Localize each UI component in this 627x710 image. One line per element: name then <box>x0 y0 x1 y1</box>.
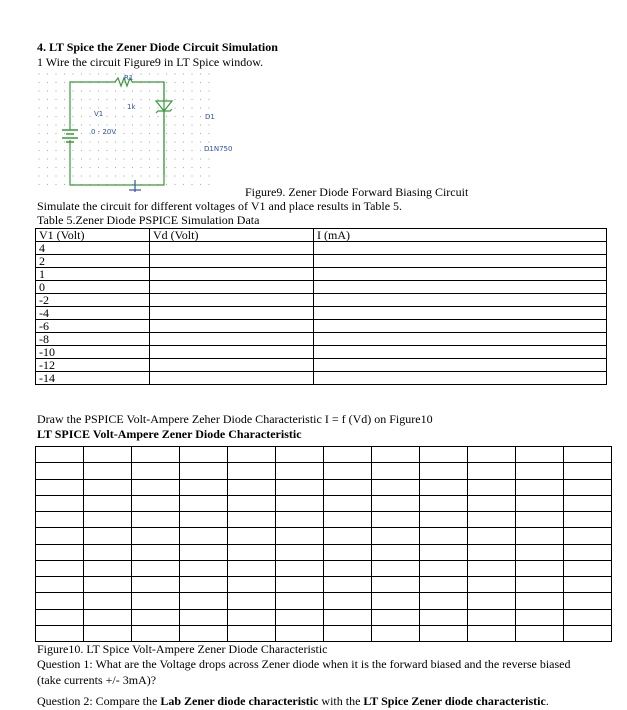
vd-cell[interactable] <box>150 255 314 268</box>
grid-cell <box>468 495 516 511</box>
grid-row <box>36 577 612 593</box>
grid-cell <box>228 512 276 528</box>
grid-cell <box>36 479 84 495</box>
v1-cell: -8 <box>36 333 150 346</box>
table-row <box>36 333 607 346</box>
grid-cell <box>228 560 276 576</box>
grid-cell <box>372 625 420 641</box>
vd-cell[interactable] <box>150 307 314 320</box>
grid-cell <box>36 593 84 609</box>
grid-cell <box>180 447 228 463</box>
grid-cell <box>564 625 612 641</box>
grid-cell <box>36 544 84 560</box>
grid-cell <box>276 479 324 495</box>
table-row <box>36 320 607 333</box>
table-header-row <box>36 229 607 242</box>
d1-label: D1 <box>205 113 215 121</box>
v1-cell: 0 <box>36 281 150 294</box>
grid-cell <box>372 609 420 625</box>
grid-row <box>36 495 612 511</box>
grid-cell <box>228 577 276 593</box>
grid-cell <box>180 528 228 544</box>
characteristic-graph-grid <box>35 446 612 642</box>
grid-cell <box>420 544 468 560</box>
grid-title: LT SPICE Volt-Ampere Zener Diode Characteristic <box>37 427 302 441</box>
grid-cell <box>324 577 372 593</box>
grid-cell <box>84 479 132 495</box>
grid-cell <box>132 512 180 528</box>
grid-cell <box>372 479 420 495</box>
grid-cell <box>180 495 228 511</box>
grid-cell <box>276 463 324 479</box>
vd-cell[interactable] <box>150 333 314 346</box>
grid-cell <box>84 528 132 544</box>
grid-cell <box>324 463 372 479</box>
grid-cell <box>132 577 180 593</box>
grid-cell <box>516 512 564 528</box>
grid-cell <box>468 560 516 576</box>
v1-cell: 2 <box>36 255 150 268</box>
current-cell[interactable] <box>314 307 607 320</box>
grid-cell <box>324 447 372 463</box>
grid-cell <box>468 593 516 609</box>
grid-cell <box>276 609 324 625</box>
header-vd: Vd (Volt) <box>150 229 314 242</box>
r1-label: R1 <box>124 74 134 82</box>
grid-cell <box>276 512 324 528</box>
grid-cell <box>228 593 276 609</box>
grid-row <box>36 560 612 576</box>
vd-cell[interactable] <box>150 294 314 307</box>
grid-cell <box>36 512 84 528</box>
grid-cell <box>372 528 420 544</box>
grid-row <box>36 593 612 609</box>
grid-cell <box>468 625 516 641</box>
current-cell[interactable] <box>314 242 607 255</box>
grid-cell <box>468 463 516 479</box>
grid-cell <box>516 544 564 560</box>
grid-cell <box>372 560 420 576</box>
current-cell[interactable] <box>314 281 607 294</box>
current-cell[interactable] <box>314 372 607 385</box>
grid-row <box>36 625 612 641</box>
vd-cell[interactable] <box>150 320 314 333</box>
v1-cell: -6 <box>36 320 150 333</box>
grid-row <box>36 447 612 463</box>
v1-cell: -10 <box>36 346 150 359</box>
grid-cell <box>324 593 372 609</box>
grid-cell <box>132 479 180 495</box>
grid-cell <box>564 528 612 544</box>
simulation-data-table <box>35 228 607 385</box>
grid-cell <box>276 544 324 560</box>
grid-cell <box>36 577 84 593</box>
v1-cell: -12 <box>36 359 150 372</box>
grid-cell <box>516 625 564 641</box>
grid-cell <box>420 447 468 463</box>
grid-cell <box>420 560 468 576</box>
header-i: I (mA) <box>314 229 607 242</box>
grid-cell <box>564 560 612 576</box>
grid-cell <box>564 593 612 609</box>
question-1-line-1: Question 1: What are the Voltage drops across Zener diode when it is the forward biased and the reverse biased <box>37 657 571 671</box>
grid-cell <box>324 528 372 544</box>
grid-cell <box>516 495 564 511</box>
grid-row <box>36 544 612 560</box>
grid-cell <box>180 577 228 593</box>
grid-cell <box>132 560 180 576</box>
current-cell[interactable] <box>314 333 607 346</box>
grid-cell <box>180 463 228 479</box>
grid-cell <box>324 609 372 625</box>
header-v1: V1 (Volt) <box>36 229 150 242</box>
grid-cell <box>132 609 180 625</box>
table-row <box>36 372 607 385</box>
grid-cell <box>180 544 228 560</box>
step-1-text: 1 Wire the circuit Figure9 in LT Spice window. <box>37 55 264 69</box>
grid-cell <box>420 479 468 495</box>
grid-cell <box>516 447 564 463</box>
grid-cell <box>228 495 276 511</box>
current-cell[interactable] <box>314 320 607 333</box>
grid-cell <box>324 625 372 641</box>
table-row <box>36 346 607 359</box>
table-row <box>36 294 607 307</box>
grid-cell <box>276 593 324 609</box>
grid-row <box>36 528 612 544</box>
grid-cell <box>36 560 84 576</box>
grid-cell <box>468 577 516 593</box>
grid-cell <box>564 512 612 528</box>
grid-row <box>36 512 612 528</box>
grid-cell <box>324 512 372 528</box>
grid-cell <box>84 593 132 609</box>
vd-cell[interactable] <box>150 359 314 372</box>
grid-cell <box>516 463 564 479</box>
grid-cell <box>372 577 420 593</box>
table-row <box>36 242 607 255</box>
grid-cell <box>564 447 612 463</box>
vd-cell[interactable] <box>150 372 314 385</box>
grid-cell <box>564 544 612 560</box>
grid-cell <box>228 609 276 625</box>
grid-cell <box>468 479 516 495</box>
grid-cell <box>36 625 84 641</box>
grid-cell <box>564 577 612 593</box>
table-row <box>36 281 607 294</box>
v1-cell: 1 <box>36 268 150 281</box>
v1-label: V1 <box>94 110 104 118</box>
grid-cell <box>180 560 228 576</box>
grid-cell <box>84 544 132 560</box>
grid-cell <box>516 560 564 576</box>
table-row <box>36 359 607 372</box>
grid-cell <box>84 609 132 625</box>
grid-cell <box>84 463 132 479</box>
grid-cell <box>516 593 564 609</box>
grid-cell <box>372 512 420 528</box>
grid-cell <box>180 512 228 528</box>
grid-cell <box>276 560 324 576</box>
grid-cell <box>468 528 516 544</box>
r1-value: 1k <box>127 103 136 111</box>
grid-cell <box>276 625 324 641</box>
grid-cell <box>420 609 468 625</box>
current-cell[interactable] <box>314 346 607 359</box>
current-cell[interactable] <box>314 294 607 307</box>
grid-cell <box>180 609 228 625</box>
figure10-caption: Figure10. LT Spice Volt-Ampere Zener Diode Characteristic <box>37 642 328 656</box>
grid-cell <box>36 495 84 511</box>
grid-cell <box>420 512 468 528</box>
grid-cell <box>420 625 468 641</box>
grid-cell <box>420 593 468 609</box>
grid-cell <box>228 479 276 495</box>
table-row <box>36 255 607 268</box>
grid-cell <box>132 625 180 641</box>
grid-cell <box>468 447 516 463</box>
grid-cell <box>228 447 276 463</box>
vd-cell[interactable] <box>150 242 314 255</box>
grid-cell <box>324 495 372 511</box>
grid-cell <box>372 447 420 463</box>
grid-cell <box>228 528 276 544</box>
grid-cell <box>84 495 132 511</box>
grid-cell <box>132 528 180 544</box>
grid-row <box>36 609 612 625</box>
grid-row <box>36 479 612 495</box>
current-cell[interactable] <box>314 268 607 281</box>
current-cell[interactable] <box>314 359 607 372</box>
grid-cell <box>84 560 132 576</box>
grid-cell <box>180 625 228 641</box>
grid-cell <box>132 544 180 560</box>
grid-cell <box>36 609 84 625</box>
grid-cell <box>420 528 468 544</box>
v1-value: 0 - 20V <box>91 128 117 136</box>
grid-cell <box>372 593 420 609</box>
table5-caption: Table 5.Zener Diode PSPICE Simulation Data <box>37 213 260 227</box>
grid-cell <box>516 609 564 625</box>
grid-cell <box>180 479 228 495</box>
grid-cell <box>468 512 516 528</box>
grid-cell <box>420 495 468 511</box>
grid-cell <box>420 577 468 593</box>
grid-cell <box>468 544 516 560</box>
grid-cell <box>564 463 612 479</box>
grid-cell <box>516 479 564 495</box>
question-1-line-2: (take currents +/- 3mA)? <box>37 673 157 687</box>
grid-cell <box>180 593 228 609</box>
grid-cell <box>84 512 132 528</box>
grid-cell <box>36 447 84 463</box>
grid-cell <box>564 479 612 495</box>
figure9-caption: Figure9. Zener Diode Forward Biasing Circuit <box>245 185 469 199</box>
grid-cell <box>132 463 180 479</box>
grid-cell <box>84 447 132 463</box>
grid-row <box>36 463 612 479</box>
grid-cell <box>324 544 372 560</box>
grid-cell <box>516 528 564 544</box>
grid-cell <box>372 495 420 511</box>
grid-cell <box>276 495 324 511</box>
circuit-schematic <box>37 72 212 192</box>
d1-model: D1N750 <box>204 145 233 153</box>
table-row <box>36 268 607 281</box>
draw-instruction: Draw the PSPICE Volt-Ampere Zeher Diode Characteristic I = f (Vd) on Figure10 <box>37 412 433 426</box>
grid-cell <box>276 447 324 463</box>
vd-cell[interactable] <box>150 268 314 281</box>
v1-cell: -4 <box>36 307 150 320</box>
v1-cell: -2 <box>36 294 150 307</box>
grid-cell <box>228 463 276 479</box>
table-row <box>36 307 607 320</box>
current-cell[interactable] <box>314 255 607 268</box>
section-heading: 4. LT Spice the Zener Diode Circuit Simulation <box>37 40 278 54</box>
v1-cell: 4 <box>36 242 150 255</box>
grid-cell <box>132 593 180 609</box>
grid-cell <box>276 577 324 593</box>
v1-cell: -14 <box>36 372 150 385</box>
grid-cell <box>36 463 84 479</box>
grid-cell <box>564 495 612 511</box>
grid-cell <box>516 577 564 593</box>
simulate-text: Simulate the circuit for different voltages of V1 and place results in Table 5. <box>37 199 403 213</box>
grid-cell <box>372 544 420 560</box>
grid-cell <box>84 577 132 593</box>
grid-cell <box>276 528 324 544</box>
grid-cell <box>84 625 132 641</box>
vd-cell[interactable] <box>150 346 314 359</box>
question-2: Question 2: Compare the Lab Zener diode characteristic with the LT Spice Zener diode characteristic. <box>37 694 549 708</box>
grid-cell <box>324 560 372 576</box>
grid-cell <box>36 528 84 544</box>
grid-cell <box>228 625 276 641</box>
grid-cell <box>564 609 612 625</box>
grid-cell <box>132 447 180 463</box>
vd-cell[interactable] <box>150 281 314 294</box>
grid-cell <box>372 463 420 479</box>
grid-cell <box>228 544 276 560</box>
grid-cell <box>420 463 468 479</box>
grid-cell <box>468 609 516 625</box>
grid-cell <box>324 479 372 495</box>
grid-cell <box>132 495 180 511</box>
